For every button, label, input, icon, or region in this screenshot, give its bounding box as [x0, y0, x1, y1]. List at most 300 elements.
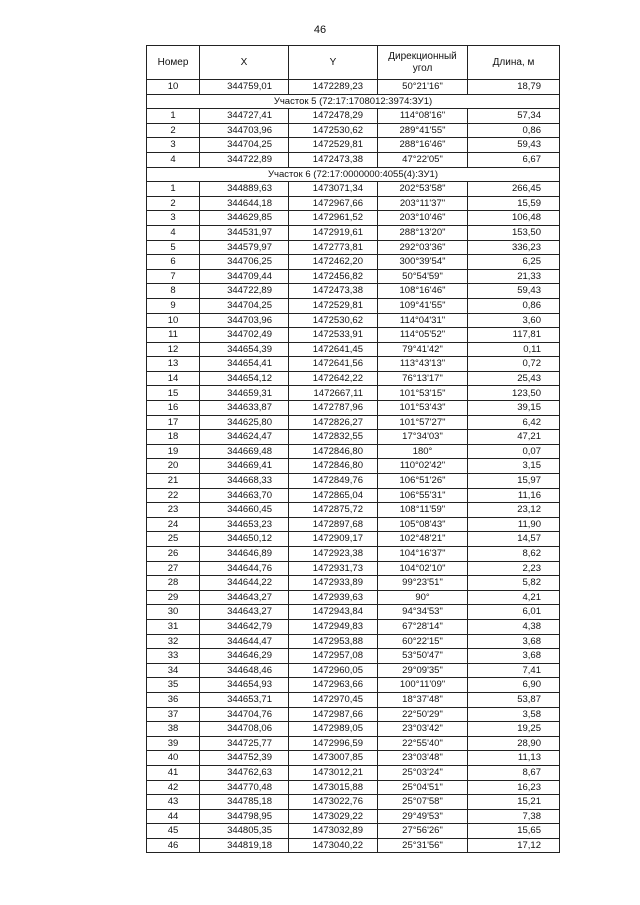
cell-length: 0,86	[468, 123, 560, 138]
cell-number: 13	[147, 357, 200, 372]
cell-x: 344648,46	[200, 663, 289, 678]
cell-direction-angle: 203°10'46"	[378, 211, 468, 226]
cell-direction-angle: 50°54'59"	[378, 269, 468, 284]
cell-direction-angle: 292°03'36"	[378, 240, 468, 255]
table-row	[147, 678, 560, 693]
cell-direction-angle: 109°41'55"	[378, 298, 468, 313]
cell-y: 1472939,63	[289, 590, 378, 605]
cell-x: 344708,06	[200, 722, 289, 737]
cell-number: 41	[147, 765, 200, 780]
cell-length: 59,43	[468, 138, 560, 153]
cell-number: 30	[147, 605, 200, 620]
cell-number: 7	[147, 269, 200, 284]
header-direction-angle: Дирекционный угол	[378, 46, 468, 80]
cell-length: 6,67	[468, 152, 560, 167]
cell-direction-angle: 110°02'42"	[378, 459, 468, 474]
table-row	[147, 474, 560, 489]
cell-length: 5,82	[468, 576, 560, 591]
table-body	[147, 80, 560, 853]
table-row	[147, 561, 560, 576]
cell-x: 344669,48	[200, 444, 289, 459]
cell-number: 19	[147, 444, 200, 459]
cell-direction-angle: 114°08'16"	[378, 109, 468, 124]
cell-x: 344659,31	[200, 386, 289, 401]
cell-length: 3,60	[468, 313, 560, 328]
cell-length: 53,87	[468, 692, 560, 707]
cell-x: 344722,89	[200, 152, 289, 167]
cell-length: 8,67	[468, 765, 560, 780]
cell-y: 1472933,89	[289, 576, 378, 591]
cell-number: 31	[147, 619, 200, 634]
cell-number: 34	[147, 663, 200, 678]
cell-y: 1472529,81	[289, 298, 378, 313]
cell-y: 1473071,34	[289, 182, 378, 197]
cell-y: 1472963,66	[289, 678, 378, 693]
cell-number: 35	[147, 678, 200, 693]
cell-direction-angle: 108°16'46"	[378, 284, 468, 299]
table-row	[147, 328, 560, 343]
cell-direction-angle: 106°55'31"	[378, 488, 468, 503]
table-row	[147, 722, 560, 737]
table-row	[147, 444, 560, 459]
cell-number: 32	[147, 634, 200, 649]
table-row	[147, 634, 560, 649]
cell-length: 15,65	[468, 824, 560, 839]
cell-number: 8	[147, 284, 200, 299]
cell-direction-angle: 25°31'56"	[378, 838, 468, 853]
table-row	[147, 517, 560, 532]
cell-y: 1472897,68	[289, 517, 378, 532]
section-row	[147, 94, 560, 109]
cell-direction-angle: 202°53'58"	[378, 182, 468, 197]
cell-y: 1472642,22	[289, 371, 378, 386]
cell-x: 344785,18	[200, 795, 289, 810]
table-row	[147, 736, 560, 751]
cell-direction-angle: 25°04'51"	[378, 780, 468, 795]
cell-x: 344663,70	[200, 488, 289, 503]
cell-x: 344646,29	[200, 649, 289, 664]
cell-x: 344704,76	[200, 707, 289, 722]
table-row	[147, 547, 560, 562]
table-row	[147, 809, 560, 824]
cell-direction-angle: 104°16'37"	[378, 547, 468, 562]
cell-number: 1	[147, 109, 200, 124]
cell-length: 15,21	[468, 795, 560, 810]
cell-x: 344752,39	[200, 751, 289, 766]
cell-direction-angle: 29°09'35"	[378, 663, 468, 678]
cell-direction-angle: 99°23'51"	[378, 576, 468, 591]
cell-direction-angle: 104°02'10"	[378, 561, 468, 576]
cell-y: 1472970,45	[289, 692, 378, 707]
table-row	[147, 707, 560, 722]
cell-y: 1472473,38	[289, 284, 378, 299]
cell-number: 10	[147, 80, 200, 95]
cell-length: 47,21	[468, 430, 560, 445]
cell-direction-angle: 114°05'52"	[378, 328, 468, 343]
table-row	[147, 663, 560, 678]
cell-number: 21	[147, 474, 200, 489]
cell-number: 46	[147, 838, 200, 853]
cell-y: 1472530,62	[289, 313, 378, 328]
cell-length: 28,90	[468, 736, 560, 751]
cell-number: 45	[147, 824, 200, 839]
cell-y: 1472641,45	[289, 342, 378, 357]
table-row	[147, 269, 560, 284]
cell-direction-angle: 18°37'48"	[378, 692, 468, 707]
cell-x: 344669,41	[200, 459, 289, 474]
table-row	[147, 649, 560, 664]
cell-x: 344654,41	[200, 357, 289, 372]
cell-number: 17	[147, 415, 200, 430]
cell-length: 17,12	[468, 838, 560, 853]
cell-length: 266,45	[468, 182, 560, 197]
cell-number: 43	[147, 795, 200, 810]
cell-x: 344702,49	[200, 328, 289, 343]
table-row	[147, 605, 560, 620]
cell-y: 1473015,88	[289, 780, 378, 795]
table-header-row	[147, 46, 560, 80]
cell-direction-angle: 25°03'24"	[378, 765, 468, 780]
cell-y: 1472533,91	[289, 328, 378, 343]
cell-direction-angle: 22°50'29"	[378, 707, 468, 722]
cell-direction-angle: 53°50'47"	[378, 649, 468, 664]
cell-direction-angle: 105°08'43"	[378, 517, 468, 532]
cell-direction-angle: 23°03'48"	[378, 751, 468, 766]
cell-x: 344644,47	[200, 634, 289, 649]
table-row	[147, 780, 560, 795]
table-row	[147, 357, 560, 372]
cell-direction-angle: 23°03'42"	[378, 722, 468, 737]
section-row	[147, 167, 560, 182]
cell-number: 39	[147, 736, 200, 751]
header-x: X	[200, 46, 289, 80]
cell-length: 14,57	[468, 532, 560, 547]
table-row	[147, 692, 560, 707]
cell-number: 33	[147, 649, 200, 664]
cell-direction-angle: 113°43'13"	[378, 357, 468, 372]
cell-number: 6	[147, 255, 200, 270]
cell-length: 0,86	[468, 298, 560, 313]
cell-y: 1472989,05	[289, 722, 378, 737]
table-row	[147, 255, 560, 270]
cell-y: 1472949,83	[289, 619, 378, 634]
cell-length: 336,23	[468, 240, 560, 255]
cell-number: 42	[147, 780, 200, 795]
cell-direction-angle: 22°55'40"	[378, 736, 468, 751]
header-length: Длина, м	[468, 46, 560, 80]
cell-direction-angle: 29°49'53"	[378, 809, 468, 824]
cell-x: 344642,79	[200, 619, 289, 634]
cell-y: 1472832,55	[289, 430, 378, 445]
cell-length: 4,38	[468, 619, 560, 634]
cell-y: 1472289,23	[289, 80, 378, 95]
cell-y: 1472931,73	[289, 561, 378, 576]
cell-number: 38	[147, 722, 200, 737]
cell-number: 18	[147, 430, 200, 445]
cell-length: 23,12	[468, 503, 560, 518]
cell-y: 1472667,11	[289, 386, 378, 401]
cell-y: 1473022,76	[289, 795, 378, 810]
cell-x: 344703,96	[200, 123, 289, 138]
cell-length: 21,33	[468, 269, 560, 284]
cell-x: 344650,12	[200, 532, 289, 547]
cell-length: 0,07	[468, 444, 560, 459]
cell-length: 16,23	[468, 780, 560, 795]
cell-x: 344646,89	[200, 547, 289, 562]
cell-y: 1472530,62	[289, 123, 378, 138]
cell-number: 3	[147, 211, 200, 226]
cell-number: 10	[147, 313, 200, 328]
cell-x: 344629,85	[200, 211, 289, 226]
cell-length: 11,90	[468, 517, 560, 532]
cell-number: 29	[147, 590, 200, 605]
table-row	[147, 342, 560, 357]
cell-y: 1472923,38	[289, 547, 378, 562]
cell-number: 23	[147, 503, 200, 518]
cell-x: 344654,93	[200, 678, 289, 693]
table-row	[147, 459, 560, 474]
cell-y: 1473032,89	[289, 824, 378, 839]
cell-number: 36	[147, 692, 200, 707]
cell-length: 0,11	[468, 342, 560, 357]
cell-number: 26	[147, 547, 200, 562]
cell-number: 25	[147, 532, 200, 547]
cell-y: 1472478,29	[289, 109, 378, 124]
cell-y: 1472987,66	[289, 707, 378, 722]
cell-y: 1472456,82	[289, 269, 378, 284]
table-row	[147, 284, 560, 299]
cell-direction-angle: 50°21'16"	[378, 80, 468, 95]
cell-x: 344703,96	[200, 313, 289, 328]
cell-direction-angle: 94°34'53"	[378, 605, 468, 620]
cell-x: 344579,97	[200, 240, 289, 255]
cell-direction-angle: 100°11'09"	[378, 678, 468, 693]
cell-y: 1472960,05	[289, 663, 378, 678]
table-row	[147, 371, 560, 386]
cell-direction-angle: 47°22'05"	[378, 152, 468, 167]
cell-y: 1472957,08	[289, 649, 378, 664]
cell-length: 6,42	[468, 415, 560, 430]
cell-x: 344531,97	[200, 225, 289, 240]
cell-number: 1	[147, 182, 200, 197]
page-number: 46	[313, 24, 327, 36]
cell-y: 1472849,76	[289, 474, 378, 489]
cell-direction-angle: 17°34'03"	[378, 430, 468, 445]
table-row	[147, 196, 560, 211]
cell-x: 344727,41	[200, 109, 289, 124]
table-row	[147, 138, 560, 153]
cell-y: 1472996,59	[289, 736, 378, 751]
cell-length: 106,48	[468, 211, 560, 226]
cell-direction-angle: 203°11'37"	[378, 196, 468, 211]
cell-direction-angle: 289°41'55"	[378, 123, 468, 138]
table-row	[147, 824, 560, 839]
cell-length: 4,21	[468, 590, 560, 605]
cell-y: 1472943,84	[289, 605, 378, 620]
table-row	[147, 590, 560, 605]
cell-number: 4	[147, 152, 200, 167]
cell-direction-angle: 67°28'14"	[378, 619, 468, 634]
cell-length: 7,38	[468, 809, 560, 824]
cell-length: 6,90	[468, 678, 560, 693]
table-row	[147, 751, 560, 766]
cell-x: 344633,87	[200, 401, 289, 416]
cell-length: 3,68	[468, 634, 560, 649]
cell-length: 8,62	[468, 547, 560, 562]
cell-y: 1472773,81	[289, 240, 378, 255]
cell-direction-angle: 180°	[378, 444, 468, 459]
cell-number: 2	[147, 123, 200, 138]
cell-direction-angle: 101°53'15"	[378, 386, 468, 401]
cell-direction-angle: 101°57'27"	[378, 415, 468, 430]
cell-length: 6,01	[468, 605, 560, 620]
cell-number: 15	[147, 386, 200, 401]
cell-number: 24	[147, 517, 200, 532]
cell-direction-angle: 76°13'17"	[378, 371, 468, 386]
cell-y: 1473040,22	[289, 838, 378, 853]
table-row	[147, 415, 560, 430]
cell-direction-angle: 108°11'59"	[378, 503, 468, 518]
cell-direction-angle: 79°41'42"	[378, 342, 468, 357]
cell-y: 1473012,21	[289, 765, 378, 780]
cell-length: 15,59	[468, 196, 560, 211]
table-row	[147, 211, 560, 226]
table-row	[147, 619, 560, 634]
cell-y: 1472846,80	[289, 444, 378, 459]
cell-number: 37	[147, 707, 200, 722]
section-label: Участок 6 (72:17:0000000:4055(4):ЗУ1)	[147, 167, 560, 182]
cell-y: 1472846,80	[289, 459, 378, 474]
cell-length: 3,68	[468, 649, 560, 664]
cell-direction-angle: 106°51'26"	[378, 474, 468, 489]
table-row	[147, 576, 560, 591]
cell-x: 344668,33	[200, 474, 289, 489]
cell-number: 11	[147, 328, 200, 343]
cell-number: 5	[147, 240, 200, 255]
cell-length: 11,13	[468, 751, 560, 766]
cell-y: 1473029,22	[289, 809, 378, 824]
cell-x: 344819,18	[200, 838, 289, 853]
table-row	[147, 152, 560, 167]
cell-x: 344722,89	[200, 284, 289, 299]
table-row	[147, 401, 560, 416]
cell-direction-angle: 27°56'26"	[378, 824, 468, 839]
cell-number: 20	[147, 459, 200, 474]
table-row	[147, 109, 560, 124]
cell-length: 123,50	[468, 386, 560, 401]
table-row	[147, 182, 560, 197]
cell-x: 344762,63	[200, 765, 289, 780]
cell-x: 344625,80	[200, 415, 289, 430]
cell-x: 344653,23	[200, 517, 289, 532]
cell-length: 7,41	[468, 663, 560, 678]
cell-y: 1472865,04	[289, 488, 378, 503]
cell-y: 1472787,96	[289, 401, 378, 416]
cell-x: 344704,25	[200, 298, 289, 313]
cell-y: 1472826,27	[289, 415, 378, 430]
table-row	[147, 240, 560, 255]
cell-y: 1472967,66	[289, 196, 378, 211]
cell-y: 1472473,38	[289, 152, 378, 167]
cell-y: 1472529,81	[289, 138, 378, 153]
cell-direction-angle: 114°04'31"	[378, 313, 468, 328]
cell-x: 344643,27	[200, 605, 289, 620]
cell-x: 344644,22	[200, 576, 289, 591]
cell-x: 344759,01	[200, 80, 289, 95]
cell-length: 15,97	[468, 474, 560, 489]
cell-x: 344706,25	[200, 255, 289, 270]
cell-y: 1473007,85	[289, 751, 378, 766]
cell-y: 1472875,72	[289, 503, 378, 518]
cell-direction-angle: 60°22'15"	[378, 634, 468, 649]
cell-length: 3,58	[468, 707, 560, 722]
cell-x: 344654,39	[200, 342, 289, 357]
cell-x: 344643,27	[200, 590, 289, 605]
cell-length: 59,43	[468, 284, 560, 299]
cell-direction-angle: 25°07'58"	[378, 795, 468, 810]
cell-number: 40	[147, 751, 200, 766]
cell-length: 25,43	[468, 371, 560, 386]
cell-x: 344660,45	[200, 503, 289, 518]
cell-x: 344704,25	[200, 138, 289, 153]
header-y: Y	[289, 46, 378, 80]
cell-y: 1472919,61	[289, 225, 378, 240]
cell-length: 153,50	[468, 225, 560, 240]
section-label: Участок 5 (72:17:1708012:3974:ЗУ1)	[147, 94, 560, 109]
cell-y: 1472953,88	[289, 634, 378, 649]
table-row	[147, 488, 560, 503]
cell-direction-angle: 288°16'46"	[378, 138, 468, 153]
cell-direction-angle: 90°	[378, 590, 468, 605]
cell-number: 12	[147, 342, 200, 357]
cell-y: 1472462,20	[289, 255, 378, 270]
cell-direction-angle: 101°53'43"	[378, 401, 468, 416]
cell-number: 16	[147, 401, 200, 416]
cell-number: 14	[147, 371, 200, 386]
table-row	[147, 386, 560, 401]
cell-y: 1472909,17	[289, 532, 378, 547]
table-row	[147, 532, 560, 547]
cell-length: 39,15	[468, 401, 560, 416]
table-row	[147, 80, 560, 95]
cell-x: 344644,18	[200, 196, 289, 211]
cell-number: 9	[147, 298, 200, 313]
cell-number: 27	[147, 561, 200, 576]
cell-x: 344624,47	[200, 430, 289, 445]
cell-number: 2	[147, 196, 200, 211]
cell-x: 344653,71	[200, 692, 289, 707]
cell-x: 344889,63	[200, 182, 289, 197]
cell-x: 344770,48	[200, 780, 289, 795]
table-row	[147, 795, 560, 810]
cell-x: 344644,76	[200, 561, 289, 576]
cell-length: 3,15	[468, 459, 560, 474]
cell-direction-angle: 102°48'21"	[378, 532, 468, 547]
cell-length: 18,79	[468, 80, 560, 95]
cell-number: 28	[147, 576, 200, 591]
table-row	[147, 503, 560, 518]
cell-x: 344805,35	[200, 824, 289, 839]
cell-direction-angle: 300°39'54"	[378, 255, 468, 270]
coordinates-table	[146, 45, 560, 853]
cell-y: 1472641,56	[289, 357, 378, 372]
table-row	[147, 225, 560, 240]
table-row	[147, 123, 560, 138]
cell-x: 344709,44	[200, 269, 289, 284]
cell-length: 57,34	[468, 109, 560, 124]
cell-length: 19,25	[468, 722, 560, 737]
table-row	[147, 765, 560, 780]
